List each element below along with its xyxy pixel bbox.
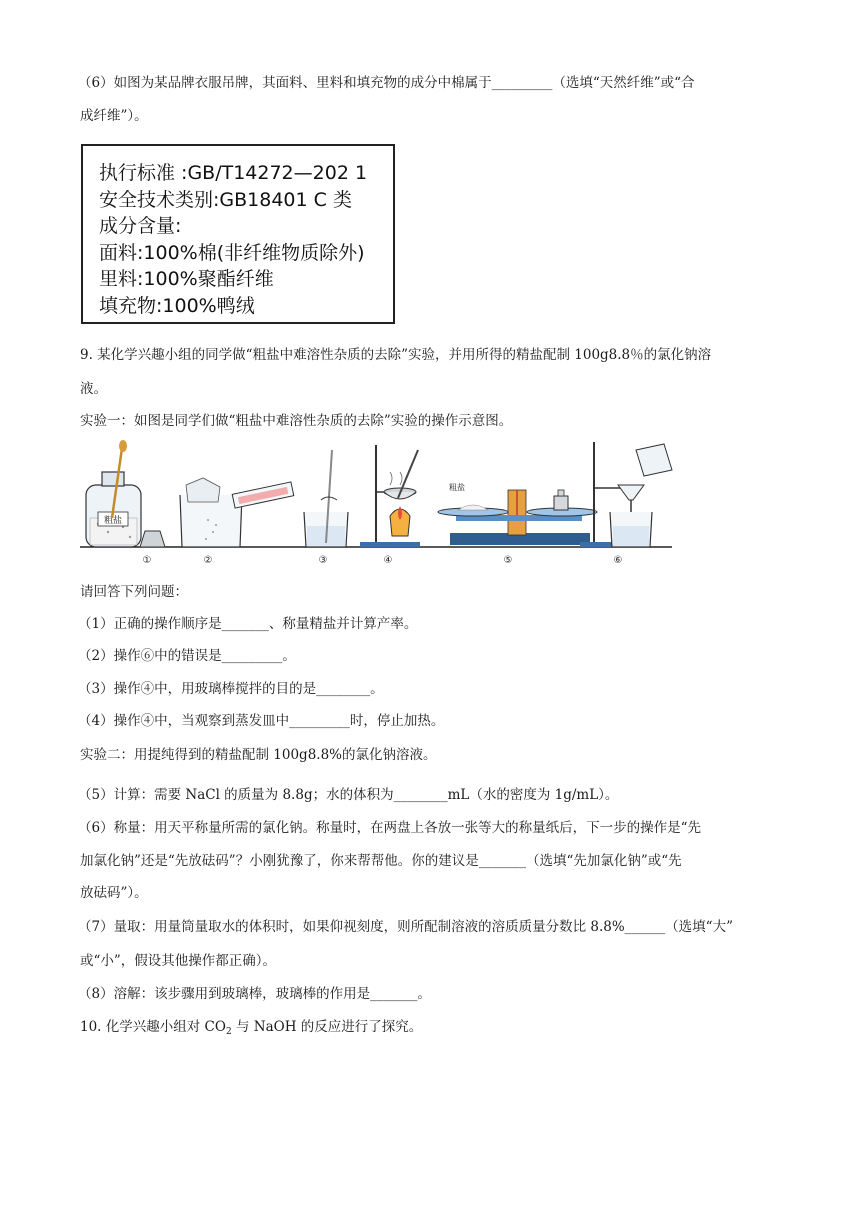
q9-part-6-line-3: 放砝码”）。: [80, 885, 148, 901]
tag-line-composition: 成分含量:: [99, 215, 182, 237]
q9-experiment-1: 实验一：如图是同学们做“粗盐中难溶性杂质的去除”实验的操作示意图。: [80, 413, 513, 429]
q9-part-2: （2）操作⑥中的错误是_________。: [78, 648, 296, 664]
balance-label: 粗盐: [449, 483, 465, 492]
step-1-bottle: [86, 440, 165, 566]
q10-text-after: 与 NaOH 的反应进行了探究。: [231, 1019, 423, 1035]
tag-line-lining: 里料:100%聚酯纤维: [99, 268, 274, 290]
salt-purification-figure: [78, 440, 678, 570]
step-5-weigh: [438, 482, 597, 566]
q8-6-line-1: （6）如图为某品牌衣服吊牌，其面料、里料和填充物的成分中棉属于_________（选填“天然纤维”或“合: [78, 75, 695, 91]
step-4-evaporate: [360, 445, 420, 566]
q9-part-5: （5）计算：需要 NaCl 的质量为 8.8g；水的体积为________mL（水的密度为 1g/mL）。: [78, 787, 619, 803]
tag-line-filling: 填充物:100%鸭绒: [99, 294, 255, 317]
step-label-6: ⑥: [613, 555, 623, 566]
q10-co2-subscript: 2: [225, 1027, 232, 1037]
step-label-4: ④: [383, 555, 393, 566]
q9-part-1: （1）正确的操作顺序是_______、称量精盐并计算产率。: [78, 616, 418, 632]
step-label-1: ①: [142, 555, 152, 566]
q10-text-before: 10. 化学兴趣小组对 CO: [80, 1019, 226, 1035]
q9-part-8: （8）溶解：该步骤用到玻璃棒，玻璃棒的作用是_______。: [78, 986, 431, 1002]
q9-part-7-line-1: （7）量取：用量筒量取水的体积时，如果仰视刻度，则所配制溶液的溶质质量分数比 8.8%______（选填“大”: [78, 919, 733, 935]
tag-line-safety: 安全技术类别:GB18401 C 类: [99, 188, 352, 211]
step-label-2: ②: [203, 555, 213, 566]
q9-part-6-line-1: （6）称量：用天平称量所需的氯化钠。称量时，在两盘上各放一张等大的称量纸后，下一步的操作是“先: [78, 820, 701, 836]
step-3-stir: [304, 450, 348, 566]
q10-text: [80, 1017, 422, 1042]
clothing-tag: [81, 144, 395, 324]
q9-line-2: 液。: [80, 381, 107, 397]
bottle-label: 粗盐: [103, 516, 123, 526]
q9-experiment-2: 实验二：用提纯得到的精盐配制 100g8.8%的氯化钠溶液。: [80, 747, 437, 763]
q9-part-3: （3）操作④中，用玻璃棒搅拌的目的是________。: [78, 681, 384, 697]
tag-line-standard: 执行标准 :GB/T14272—202 1: [99, 162, 368, 184]
q9-part-7-line-2: 或“小”，假设其他操作都正确）。: [80, 953, 277, 969]
q8-6-line-2: 成纤维”）。: [80, 108, 148, 124]
q9-prompt: 请回答下列问题：: [80, 584, 188, 600]
step-2-dissolve: [180, 478, 294, 566]
tag-line-fabric: 面料:100%棉(非纤维物质除外): [99, 241, 365, 264]
step-label-5: ⑤: [503, 555, 513, 566]
q9-line-1: 9. 某化学兴趣小组的同学做“粗盐中难溶性杂质的去除”实验，并用所得的精盐配制 100g8.8％的氯化钠溶: [80, 347, 712, 363]
q9-part-6-line-2: 加氯化钠”还是“先放砝码”？小刚犹豫了，你来帮帮他。你的建议是_______（选填“先加氯化钠”或“先: [80, 853, 682, 869]
step-label-3: ③: [318, 555, 328, 566]
q9-part-4: （4）操作④中，当观察到蒸发皿中_________时，停止加热。: [78, 713, 445, 729]
